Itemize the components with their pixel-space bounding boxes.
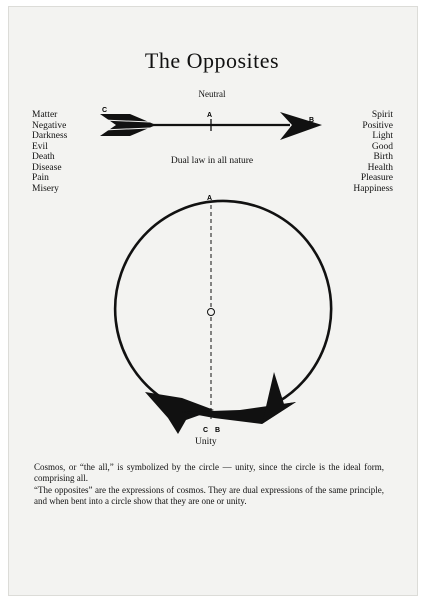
right-term: Birth [373, 152, 393, 162]
circle-arc [115, 201, 331, 402]
left-term: Darkness [32, 131, 68, 141]
circle-letter-c: C [203, 427, 209, 434]
right-term: Happiness [353, 183, 393, 194]
circle-letter-b: B [215, 427, 221, 434]
neutral-label: Neutral [198, 89, 226, 99]
right-term: Good [371, 141, 393, 152]
caption-block [34, 462, 384, 508]
dual-law-caption: Dual law in all nature [170, 156, 254, 166]
page-title: The Opposites [144, 48, 280, 73]
left-term: Disease [32, 162, 62, 173]
right-term: Spirit [371, 110, 393, 120]
caption-paragraph: “The opposites” are the expressions of cosmos. They are dual expressions of the same principle, and when bent into a circle show that they are one or unity. [34, 485, 384, 506]
circle-letter-a: A [207, 195, 213, 202]
caption-paragraph: Cosmos, or “the all,” is symbolized by the circle — unity, since the circle is the ideal form, comprising all. [34, 462, 384, 483]
arrow-letter-c: C [102, 107, 108, 114]
unity-circle [115, 201, 331, 434]
unity-label: Unity [195, 437, 217, 447]
arrow-letter-a: A [207, 112, 213, 119]
left-term: Evil [32, 141, 48, 152]
left-term: Misery [32, 183, 59, 194]
arrow-letter-b: B [309, 117, 315, 124]
bent-arrow-head [262, 372, 296, 424]
left-term: Pain [32, 173, 49, 183]
left-term: Death [32, 152, 55, 162]
right-term: Health [367, 162, 393, 173]
left-term: Negative [32, 120, 67, 131]
right-term: Pleasure [360, 173, 393, 183]
arrow-fletching [100, 114, 156, 136]
left-term: Matter [32, 110, 58, 120]
right-term: Positive [362, 120, 393, 131]
right-term: Light [372, 131, 393, 141]
circle-center [208, 309, 215, 316]
